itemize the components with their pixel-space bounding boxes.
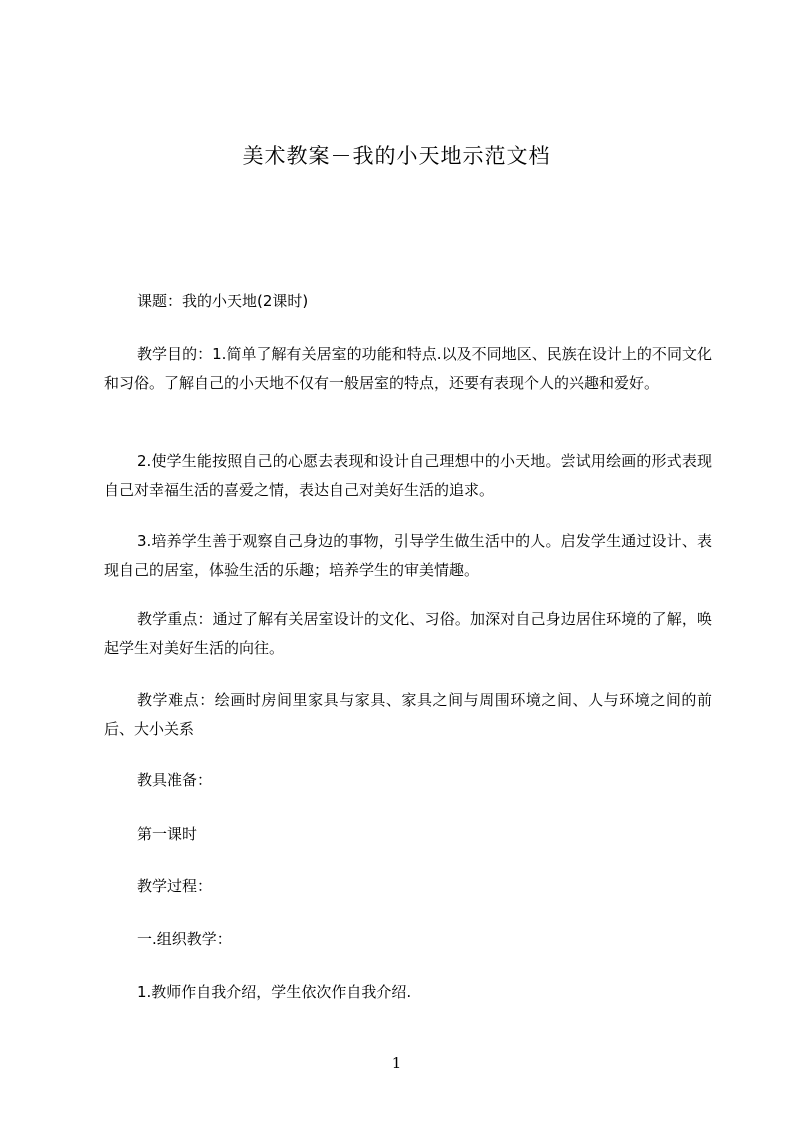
paragraph-process: 教学过程： bbox=[137, 877, 213, 895]
paragraph-topic: 课题：我的小天地(2课时) bbox=[137, 292, 309, 310]
document-title: 美术教案－我的小天地示范文档 bbox=[242, 144, 551, 168]
paragraph-difficulties: 教学难点：绘画时房间里家具与家具、家具之间与周围环境之间、人与环境之间的前后、大小关系 bbox=[104, 691, 712, 738]
paragraph-materials: 教具准备： bbox=[137, 771, 213, 789]
paragraph-teaching-goal-3: 3.培养学生善于观察自己身边的事物，引导学生做生活中的人。启发学生通过设计、表现自己的居室，体验生活的乐趣；培养学生的审美情趣。 bbox=[104, 532, 712, 579]
paragraph-key-points: 教学重点：通过了解有关居室设计的文化、习俗。加深对自己身边居住环境的了解，唤起学生对美好生活的向往。 bbox=[104, 610, 712, 657]
paragraph-introduction: 1.教师作自我介绍，学生依次作自我介绍. bbox=[137, 983, 412, 1001]
paragraph-first-lesson: 第一课时 bbox=[137, 825, 198, 843]
paragraph-teaching-goal-2: 2.使学生能按照自己的心愿去表现和设计自己理想中的小天地。尝试用绘画的形式表现自己对幸福生活的喜爱之情，表达自己对美好生活的追求。 bbox=[104, 452, 712, 499]
paragraph-organize: 一.组织教学： bbox=[137, 930, 232, 948]
paragraph-teaching-goal-1: 教学目的：1.简单了解有关居室的功能和特点.以及不同地区、民族在设计上的不同文化和习俗。了解自己的小天地不仅有一般居室的特点，还要有表现个人的兴趣和爱好。 bbox=[104, 345, 712, 392]
page-number: 1 bbox=[391, 1054, 402, 1072]
